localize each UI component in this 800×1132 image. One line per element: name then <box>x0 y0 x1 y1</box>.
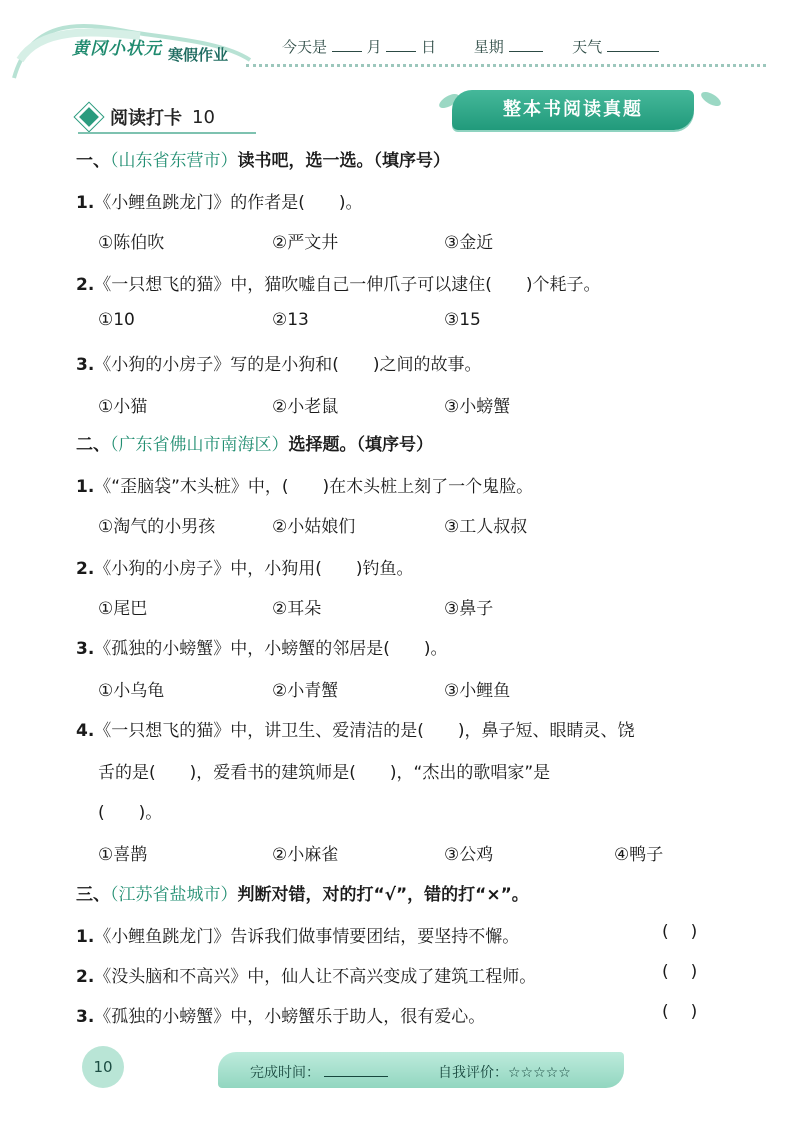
answer-paren[interactable]: () <box>662 1002 720 1022</box>
question-number: 4. <box>76 721 95 741</box>
day-label: 日 <box>421 38 437 56</box>
section3-number: 三、 <box>76 885 110 905</box>
question-text: 《孤独的小螃蟹》中，小螃蟹的邻居是( )。 <box>94 639 448 659</box>
section3-source: （江苏省盐城市） <box>110 885 238 905</box>
question-row <box>76 472 533 497</box>
diamond-icon <box>79 107 99 127</box>
question-number: 1. <box>76 477 95 497</box>
month-blank[interactable] <box>332 38 362 52</box>
option-item[interactable]: ③15 <box>444 310 481 330</box>
completion-time <box>250 1062 388 1082</box>
question-number: 3. <box>76 1007 95 1027</box>
question-row <box>76 962 536 987</box>
question-row <box>76 716 635 741</box>
question-text: 《一只想飞的猫》中，讲卫生、爱清洁的是( )，鼻子短、眼睛灵、饶 <box>94 721 635 741</box>
completion-time-blank[interactable] <box>324 1065 388 1077</box>
question-text: 《小狗的小房子》中，小狗用( )钓鱼。 <box>94 559 414 579</box>
question-text-continued: 舌的是( )，爱看书的建筑师是( )，“杰出的歌唱家”是 <box>98 763 551 783</box>
option-item[interactable]: ②小青蟹 <box>272 681 339 701</box>
question-text: 《“歪脑袋”木头桩》中，( )在木头桩上刻了一个鬼脸。 <box>94 477 534 497</box>
completion-time-label: 完成时间： <box>250 1065 320 1081</box>
question-number: 3. <box>76 355 95 375</box>
question-number: 2. <box>76 967 95 987</box>
section1-heading <box>76 146 450 171</box>
question-row <box>76 188 363 213</box>
weather-label: 天气 <box>572 38 603 56</box>
date-label: 今天是 <box>282 38 328 56</box>
question-number: 3. <box>76 639 95 659</box>
question-text: 《小鲤鱼跳龙门》的作者是( )。 <box>94 193 363 213</box>
option-item[interactable]: ②13 <box>272 310 309 330</box>
option-item[interactable]: ①尾巴 <box>98 599 148 619</box>
option-item[interactable]: ②小麻雀 <box>272 845 339 865</box>
question-row <box>76 1002 485 1027</box>
option-item[interactable]: ③金近 <box>444 233 494 253</box>
question-text-continued: ( )。 <box>98 803 163 823</box>
star-rating[interactable]: ☆☆☆☆☆ <box>508 1065 571 1081</box>
option-item[interactable]: ①喜鹊 <box>98 845 148 865</box>
question-text: 《小鲤鱼跳龙门》告诉我们做事情要团结，要坚持不懈。 <box>94 927 520 947</box>
day-blank[interactable] <box>386 38 416 52</box>
section2-number: 二、 <box>76 435 110 455</box>
section2-source: （广东省佛山市南海区） <box>110 435 289 455</box>
weekday-blank[interactable] <box>509 38 543 52</box>
checkin-number: 10 <box>192 106 215 128</box>
answer-paren[interactable]: () <box>662 962 720 982</box>
question-text: 《没头脑和不高兴》中，仙人让不高兴变成了建筑工程师。 <box>94 967 537 987</box>
footer-bar <box>218 1052 624 1088</box>
reading-checkin-title <box>76 104 215 130</box>
option-item[interactable]: ③公鸡 <box>444 845 494 865</box>
question-row <box>76 922 519 947</box>
question-row <box>76 350 482 375</box>
option-item[interactable]: ①小猫 <box>98 397 148 417</box>
option-item[interactable]: ③工人叔叔 <box>444 517 528 537</box>
section2-heading <box>76 430 433 455</box>
option-item[interactable]: ①陈伯吹 <box>98 233 165 253</box>
page-number-badge: 10 <box>82 1046 124 1088</box>
section3-instruction: 判断对错，对的打“√”，错的打“×”。 <box>237 885 529 905</box>
header-dotted-divider <box>246 64 766 67</box>
date-weather-line <box>282 36 659 57</box>
option-item[interactable]: ①淘气的小男孩 <box>98 517 216 537</box>
option-item[interactable]: ①小乌龟 <box>98 681 165 701</box>
question-row <box>76 270 601 295</box>
section2-instruction: 选择题。（填序号） <box>288 435 433 455</box>
weather-blank[interactable] <box>607 38 659 52</box>
question-number: 1. <box>76 927 95 947</box>
self-evaluation-label: 自我评价： <box>438 1065 508 1081</box>
answer-paren[interactable]: () <box>662 922 720 942</box>
question-row <box>76 634 448 659</box>
question-text: 《一只想飞的猫》中，猫吹嘘自己一伸爪子可以逮住( )个耗子。 <box>94 275 601 295</box>
option-item[interactable]: ②严文井 <box>272 233 339 253</box>
month-label: 月 <box>366 38 382 56</box>
option-item[interactable]: ③小鲤鱼 <box>444 681 511 701</box>
question-text: 《孤独的小螃蟹》中，小螃蟹乐于助人，很有爱心。 <box>94 1007 486 1027</box>
self-evaluation <box>438 1062 571 1082</box>
page-header <box>0 0 800 95</box>
option-item[interactable]: ②耳朵 <box>272 599 322 619</box>
title-underline <box>78 132 256 134</box>
question-number: 1. <box>76 193 95 213</box>
option-item[interactable]: ②小姑娘们 <box>272 517 356 537</box>
option-item[interactable]: ③鼻子 <box>444 599 494 619</box>
option-item[interactable]: ①10 <box>98 310 135 330</box>
question-number: 2. <box>76 275 95 295</box>
brand-logo-text: 黄冈小状元 <box>72 39 162 59</box>
header-subtitle: 寒假作业 <box>168 46 229 64</box>
section3-heading <box>76 880 529 905</box>
option-item[interactable]: ④鸭子 <box>614 845 664 865</box>
section1-source: （山东省东营市） <box>110 151 238 171</box>
section1-number: 一、 <box>76 151 110 171</box>
option-item[interactable]: ②小老鼠 <box>272 397 339 417</box>
section1-instruction: 读书吧，选一选。（填序号） <box>237 151 450 171</box>
weekday-label: 星期 <box>473 38 504 56</box>
section-banner: 整本书阅读真题 <box>452 90 694 130</box>
question-row <box>76 554 414 579</box>
checkin-label: 阅读打卡 <box>110 108 182 129</box>
question-number: 2. <box>76 559 95 579</box>
option-item[interactable]: ③小螃蟹 <box>444 397 511 417</box>
question-text: 《小狗的小房子》写的是小狗和( )之间的故事。 <box>94 355 482 375</box>
